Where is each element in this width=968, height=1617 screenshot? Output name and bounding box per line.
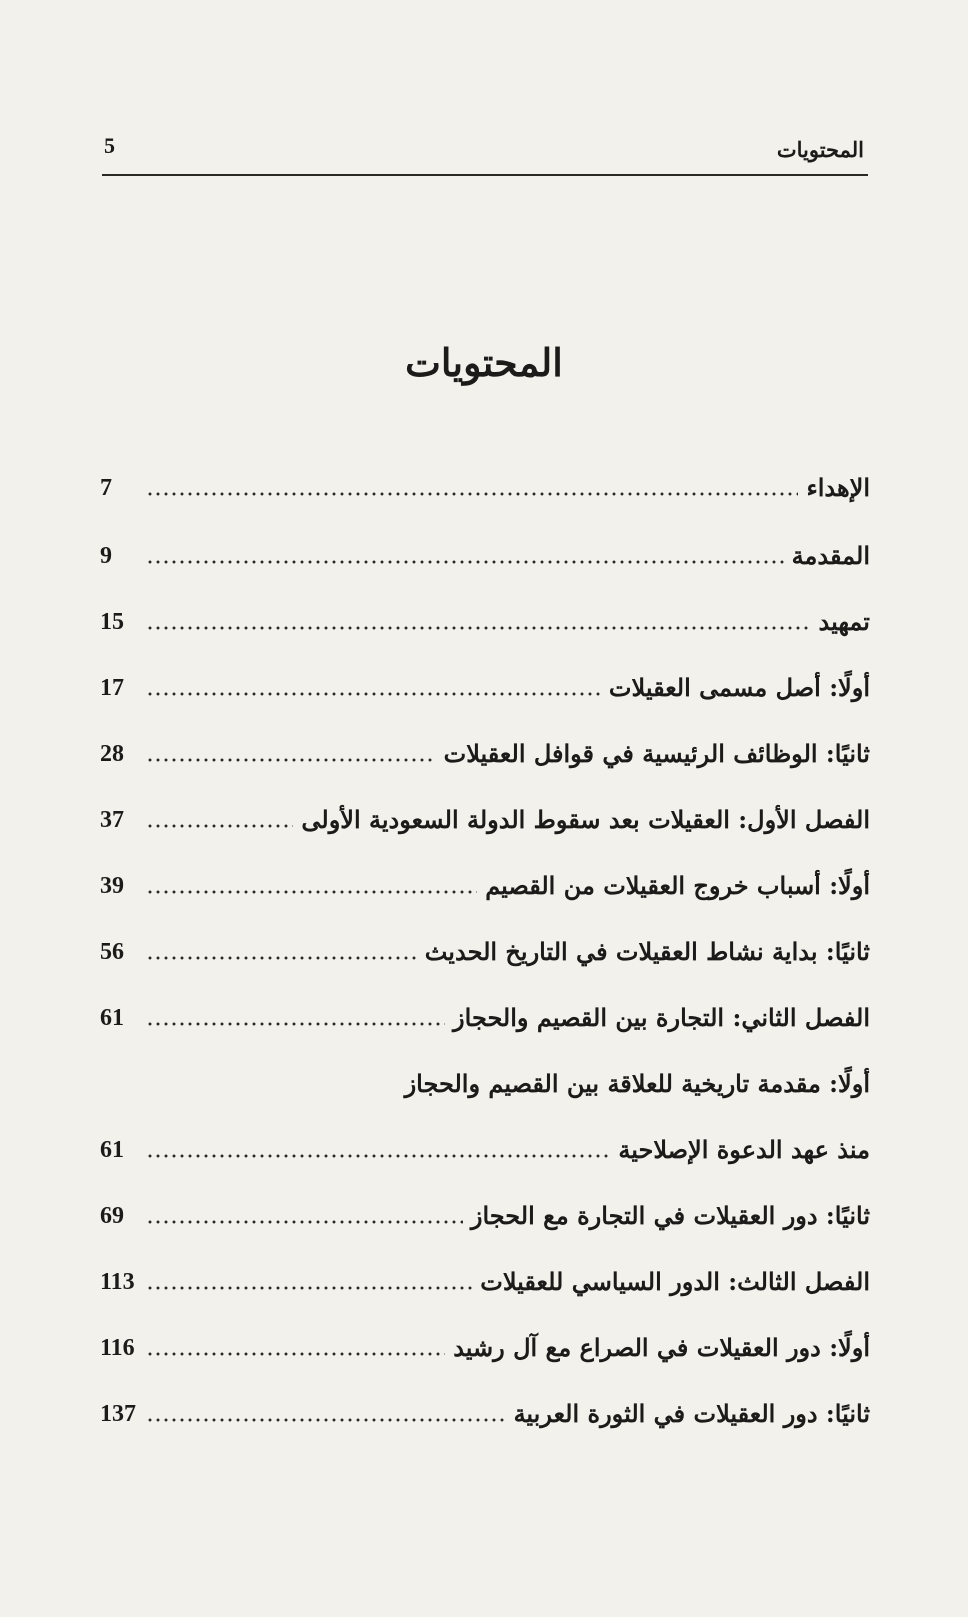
toc-entry <box>100 986 870 1038</box>
toc-entry-label: أولًا: أصل مسمى العقيلات <box>608 673 870 702</box>
toc-entry-page: 113 <box>100 1269 135 1295</box>
toc-entry-page: 137 <box>100 1401 136 1427</box>
toc-entry-page: 61 <box>100 1005 124 1031</box>
toc-entry <box>100 1052 870 1104</box>
toc-entry <box>100 1184 870 1236</box>
dot-leader <box>146 678 601 698</box>
running-header <box>104 128 864 172</box>
running-title: المحتويات <box>776 137 864 162</box>
dot-leader <box>146 1272 472 1292</box>
dot-leader <box>146 1008 445 1028</box>
dot-leader <box>146 744 436 764</box>
toc-entry <box>100 656 870 708</box>
toc-entry-label: المقدمة <box>791 541 870 570</box>
toc-entry-page: 15 <box>100 609 124 635</box>
toc-entry-page: 56 <box>100 939 124 965</box>
toc-entry-page: 17 <box>100 675 124 701</box>
toc-entry-label: ثانيًا: بداية نشاط العقيلات في التاريخ الحديث <box>424 937 870 966</box>
dot-leader <box>146 612 811 632</box>
header-rule <box>102 174 868 176</box>
dot-leader <box>146 546 784 566</box>
page-number: 5 <box>104 133 115 158</box>
toc-entry-page: 37 <box>100 807 124 833</box>
toc-entry <box>100 1118 870 1170</box>
toc-entry <box>100 920 870 972</box>
toc-entry <box>100 1316 870 1368</box>
toc-entry-label: منذ عهد الدعوة الإصلاحية <box>618 1135 870 1164</box>
contents-title: المحتويات <box>405 340 563 385</box>
dot-leader <box>146 810 293 830</box>
dot-leader <box>146 1338 445 1358</box>
toc-entry <box>100 722 870 774</box>
toc-entry-label: الفصل الثاني: التجارة بين القصيم والحجاز <box>453 1003 870 1032</box>
toc-entry-label: ثانيًا: دور العقيلات في التجارة مع الحجاز <box>470 1201 870 1230</box>
toc-entry-page: 7 <box>100 475 112 501</box>
dot-leader <box>146 942 417 962</box>
toc-entry-page: 61 <box>100 1137 124 1163</box>
toc-entry <box>100 788 870 840</box>
dot-leader <box>146 876 477 896</box>
toc-entry-page: 28 <box>100 741 124 767</box>
toc-entry <box>100 1250 870 1302</box>
toc-entry-label: ثانيًا: الوظائف الرئيسية في قوافل العقيلات <box>443 739 870 768</box>
toc-entry <box>100 1382 870 1434</box>
toc-entry <box>100 854 870 906</box>
toc-entry-page: 39 <box>100 873 124 899</box>
toc-entry-label: أولًا: مقدمة تاريخية للعلاقة بين القصيم والحجاز <box>404 1069 870 1098</box>
toc-entry-label: الفصل الثالث: الدور السياسي للعقيلات <box>480 1267 870 1296</box>
toc-entry-page: 69 <box>100 1203 124 1229</box>
toc-entry-label: تمهيد <box>818 607 870 636</box>
toc-entry <box>100 524 870 576</box>
toc-entry <box>100 590 870 642</box>
dot-leader <box>146 1404 506 1424</box>
toc-entry-page: 9 <box>100 543 112 569</box>
toc-entry-label: أولًا: دور العقيلات في الصراع مع آل رشيد <box>453 1333 870 1362</box>
dot-leader <box>146 1206 463 1226</box>
toc-entry-label: الإهداء <box>806 473 870 502</box>
toc-entry-label: الفصل الأول: العقيلات بعد سقوط الدولة السعودية الأولى <box>301 805 870 834</box>
dot-leader <box>146 478 798 498</box>
dot-leader <box>146 1140 610 1160</box>
toc-entry-label: أولًا: أسباب خروج العقيلات من القصيم <box>485 871 870 900</box>
toc-entry-label: ثانيًا: دور العقيلات في الثورة العربية <box>513 1399 870 1428</box>
toc-entry <box>100 456 870 508</box>
toc-entry-page: 116 <box>100 1335 135 1361</box>
